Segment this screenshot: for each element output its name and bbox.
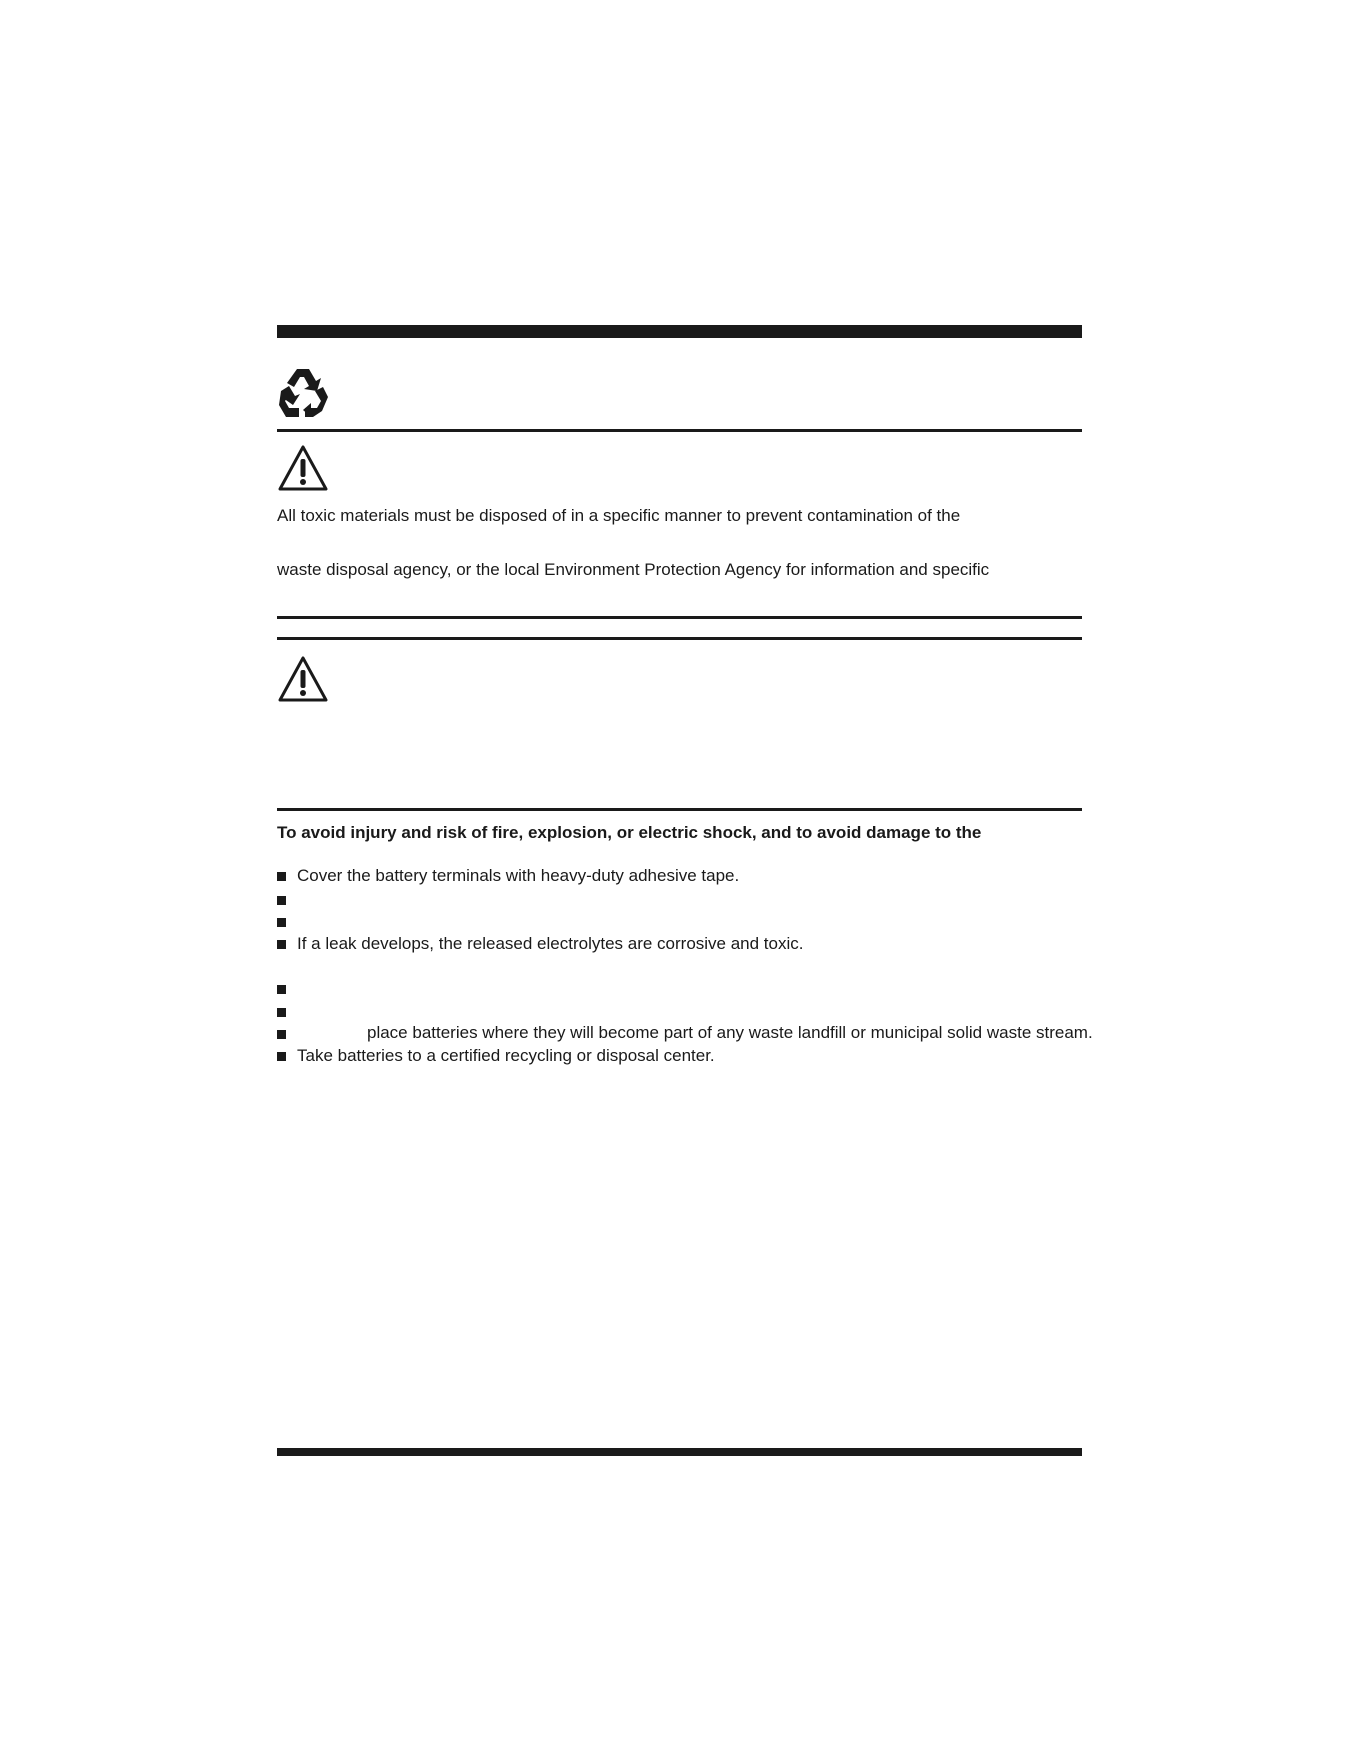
- list-item: Cover the battery terminals with heavy-duty adhesive tape.: [297, 866, 740, 885]
- bullet-marker: [277, 1052, 286, 1061]
- section-divider-2a: [277, 616, 1082, 619]
- list-item: place batteries where they will become part of any waste landfill or municipal solid waste stream.: [367, 1023, 1093, 1042]
- battery-safety-heading: To avoid injury and risk of fire, explosion, or electric shock, and to avoid damage to the: [277, 823, 982, 842]
- list-item: Take batteries to a certified recycling or disposal center.: [297, 1046, 715, 1065]
- bottom-thick-rule: [277, 1448, 1082, 1456]
- bullet-marker: [277, 872, 286, 881]
- disposal-paragraph-line-2: waste disposal agency, or the local Environment Protection Agency for information and specific: [277, 560, 990, 579]
- warning-triangle-icon: [277, 655, 329, 703]
- section-divider-3: [277, 808, 1082, 811]
- bullet-marker: [277, 940, 286, 949]
- section-divider-2b: [277, 637, 1082, 640]
- warning-triangle-icon: [277, 444, 329, 492]
- section-divider-1: [277, 429, 1082, 432]
- disposal-paragraph-line-1: All toxic materials must be disposed of in a specific manner to prevent contamination of the: [277, 506, 961, 525]
- bullet-marker: [277, 1008, 286, 1017]
- bullet-marker: [277, 1030, 286, 1039]
- bullet-marker: [277, 896, 286, 905]
- top-thick-rule: [277, 325, 1082, 338]
- bullet-marker: [277, 918, 286, 927]
- list-item: If a leak develops, the released electrolytes are corrosive and toxic.: [297, 934, 804, 953]
- bullet-marker: [277, 985, 286, 994]
- recycle-icon: [277, 367, 329, 419]
